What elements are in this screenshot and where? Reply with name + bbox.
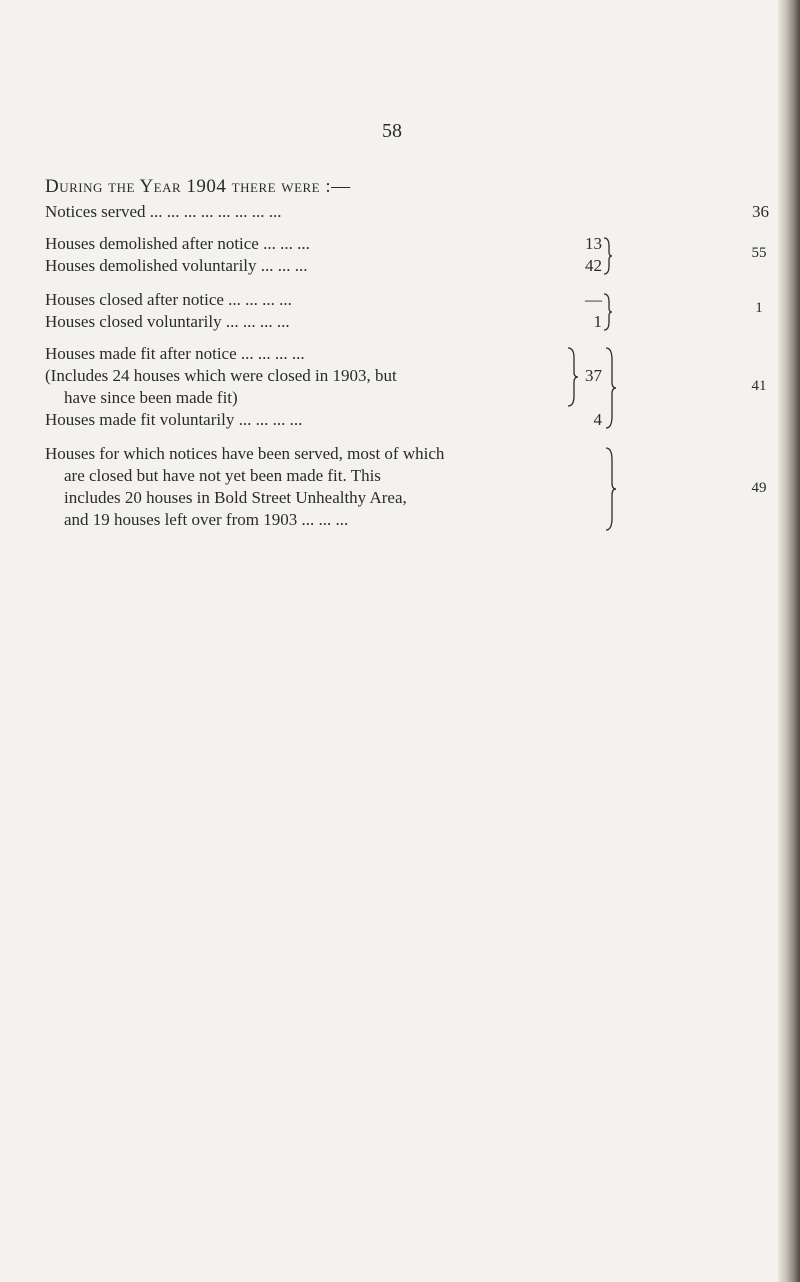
demolished-brace: [602, 236, 614, 276]
notices-not-fit-line4: and 19 houses left over from 1903 ... ... ...: [64, 510, 349, 529]
closed-voluntarily-value: 1: [593, 312, 602, 331]
demolished-total: 55: [751, 245, 767, 261]
made-fit-after-notice-brace: [566, 346, 580, 408]
closed-after-notice-value: —: [585, 290, 602, 309]
made-fit-after-notice-line3: have since been made fit): [64, 388, 238, 407]
notices-not-fit-line1: Houses for which notices have been served, most of which: [45, 444, 445, 463]
demolished-after-notice-label: Houses demolished after notice ... ... ...: [45, 234, 310, 253]
notices-not-fit-total: 49: [751, 480, 767, 496]
page-heading: During the Year 1904 there were :—: [45, 176, 351, 197]
made-fit-brace: [604, 346, 618, 430]
notices-served-total: 36: [752, 202, 769, 221]
made-fit-after-notice-line1: Houses made fit after notice ... ... ... ...: [45, 344, 305, 363]
made-fit-after-notice-line2: (Includes 24 houses which were closed in 1903, but: [45, 366, 397, 385]
made-fit-voluntarily-value: 4: [593, 410, 602, 429]
closed-after-notice-label: Houses closed after notice ... ... ... ...: [45, 290, 292, 309]
made-fit-voluntarily-label: Houses made fit voluntarily ... ... ... ...: [45, 410, 303, 429]
demolished-after-notice-value: 13: [585, 234, 602, 253]
notices-not-fit-brace: [604, 446, 618, 532]
made-fit-after-notice-value: 37: [585, 366, 602, 385]
closed-brace: [602, 292, 614, 332]
notices-not-fit-line3: includes 20 houses in Bold Street Unhealthy Area,: [64, 488, 407, 507]
demolished-voluntarily-label: Houses demolished voluntarily ... ... ...: [45, 256, 308, 275]
closed-total: 1: [755, 300, 763, 316]
closed-voluntarily-label: Houses closed voluntarily ... ... ... ...: [45, 312, 290, 331]
made-fit-total: 41: [751, 378, 767, 394]
page-edge-shadow: [778, 0, 800, 1282]
notices-not-fit-line2: are closed but have not yet been made fit. This: [64, 466, 381, 485]
demolished-voluntarily-value: 42: [585, 256, 602, 275]
notices-served-label: Notices served ... ... ... ... ... ... ... ...: [45, 202, 282, 221]
page-number: 58: [382, 120, 402, 142]
